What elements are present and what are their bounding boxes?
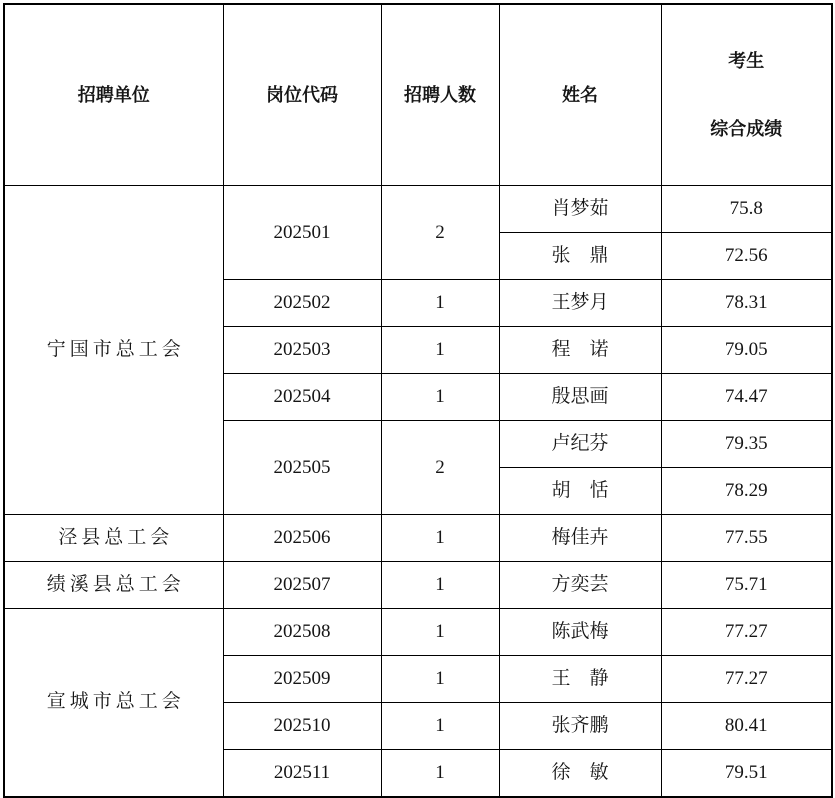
- col-header-unit: 招聘单位: [4, 4, 223, 186]
- code-cell: 202508: [223, 609, 381, 656]
- code-cell: 202506: [223, 515, 381, 562]
- recruitment-results-table: [3, 3, 833, 798]
- score-cell: 78.29: [661, 468, 832, 515]
- unit-cell: 宣城市总工会: [4, 609, 223, 797]
- table-row: [4, 186, 832, 233]
- code-cell: 202509: [223, 656, 381, 703]
- code-cell: 202501: [223, 186, 381, 280]
- name-cell: 张齐鹏: [499, 703, 661, 750]
- code-cell: 202505: [223, 421, 381, 515]
- col-header-score: [661, 4, 832, 186]
- unit-cell: 宁国市总工会: [4, 186, 223, 515]
- name-cell: 梅佳卉: [499, 515, 661, 562]
- code-cell: 202511: [223, 750, 381, 797]
- score-cell: 77.27: [661, 609, 832, 656]
- count-cell: 1: [381, 703, 499, 750]
- name-cell: 胡 恬: [499, 468, 661, 515]
- count-cell: 2: [381, 186, 499, 280]
- name-cell: 程 诺: [499, 327, 661, 374]
- name-cell: 肖梦茹: [499, 186, 661, 233]
- name-cell: 王 静: [499, 656, 661, 703]
- table-row: [4, 562, 832, 609]
- score-cell: 80.41: [661, 703, 832, 750]
- name-cell: 殷思画: [499, 374, 661, 421]
- count-cell: 1: [381, 515, 499, 562]
- count-cell: 1: [381, 280, 499, 327]
- col-header-score-line1: 考生: [728, 51, 765, 71]
- code-cell: 202504: [223, 374, 381, 421]
- code-cell: 202502: [223, 280, 381, 327]
- score-cell: 75.71: [661, 562, 832, 609]
- count-cell: 1: [381, 609, 499, 656]
- score-cell: 72.56: [661, 233, 832, 280]
- score-cell: 74.47: [661, 374, 832, 421]
- table-row: [4, 515, 832, 562]
- col-header-score-line2: 综合成绩: [710, 118, 783, 139]
- name-cell: 张 鼎: [499, 233, 661, 280]
- score-cell: 78.31: [661, 280, 832, 327]
- col-header-name: 姓名: [499, 4, 661, 186]
- table-row: [4, 609, 832, 656]
- score-cell: 77.27: [661, 656, 832, 703]
- name-cell: 徐 敏: [499, 750, 661, 797]
- name-cell: 卢纪芬: [499, 421, 661, 468]
- name-cell: 陈武梅: [499, 609, 661, 656]
- name-cell: 方奕芸: [499, 562, 661, 609]
- col-header-count: 招聘人数: [381, 4, 499, 186]
- score-cell: 79.35: [661, 421, 832, 468]
- score-cell: 79.51: [661, 750, 832, 797]
- count-cell: 1: [381, 656, 499, 703]
- count-cell: 1: [381, 750, 499, 797]
- count-cell: 2: [381, 421, 499, 515]
- unit-cell: 泾县总工会: [4, 515, 223, 562]
- code-cell: 202510: [223, 703, 381, 750]
- table-header-row: [4, 4, 832, 186]
- code-cell: 202503: [223, 327, 381, 374]
- score-cell: 79.05: [661, 327, 832, 374]
- count-cell: 1: [381, 327, 499, 374]
- name-cell: 王梦月: [499, 280, 661, 327]
- count-cell: 1: [381, 374, 499, 421]
- unit-cell: 绩溪县总工会: [4, 562, 223, 609]
- score-cell: 77.55: [661, 515, 832, 562]
- score-cell: 75.8: [661, 186, 832, 233]
- col-header-code: 岗位代码: [223, 4, 381, 186]
- count-cell: 1: [381, 562, 499, 609]
- code-cell: 202507: [223, 562, 381, 609]
